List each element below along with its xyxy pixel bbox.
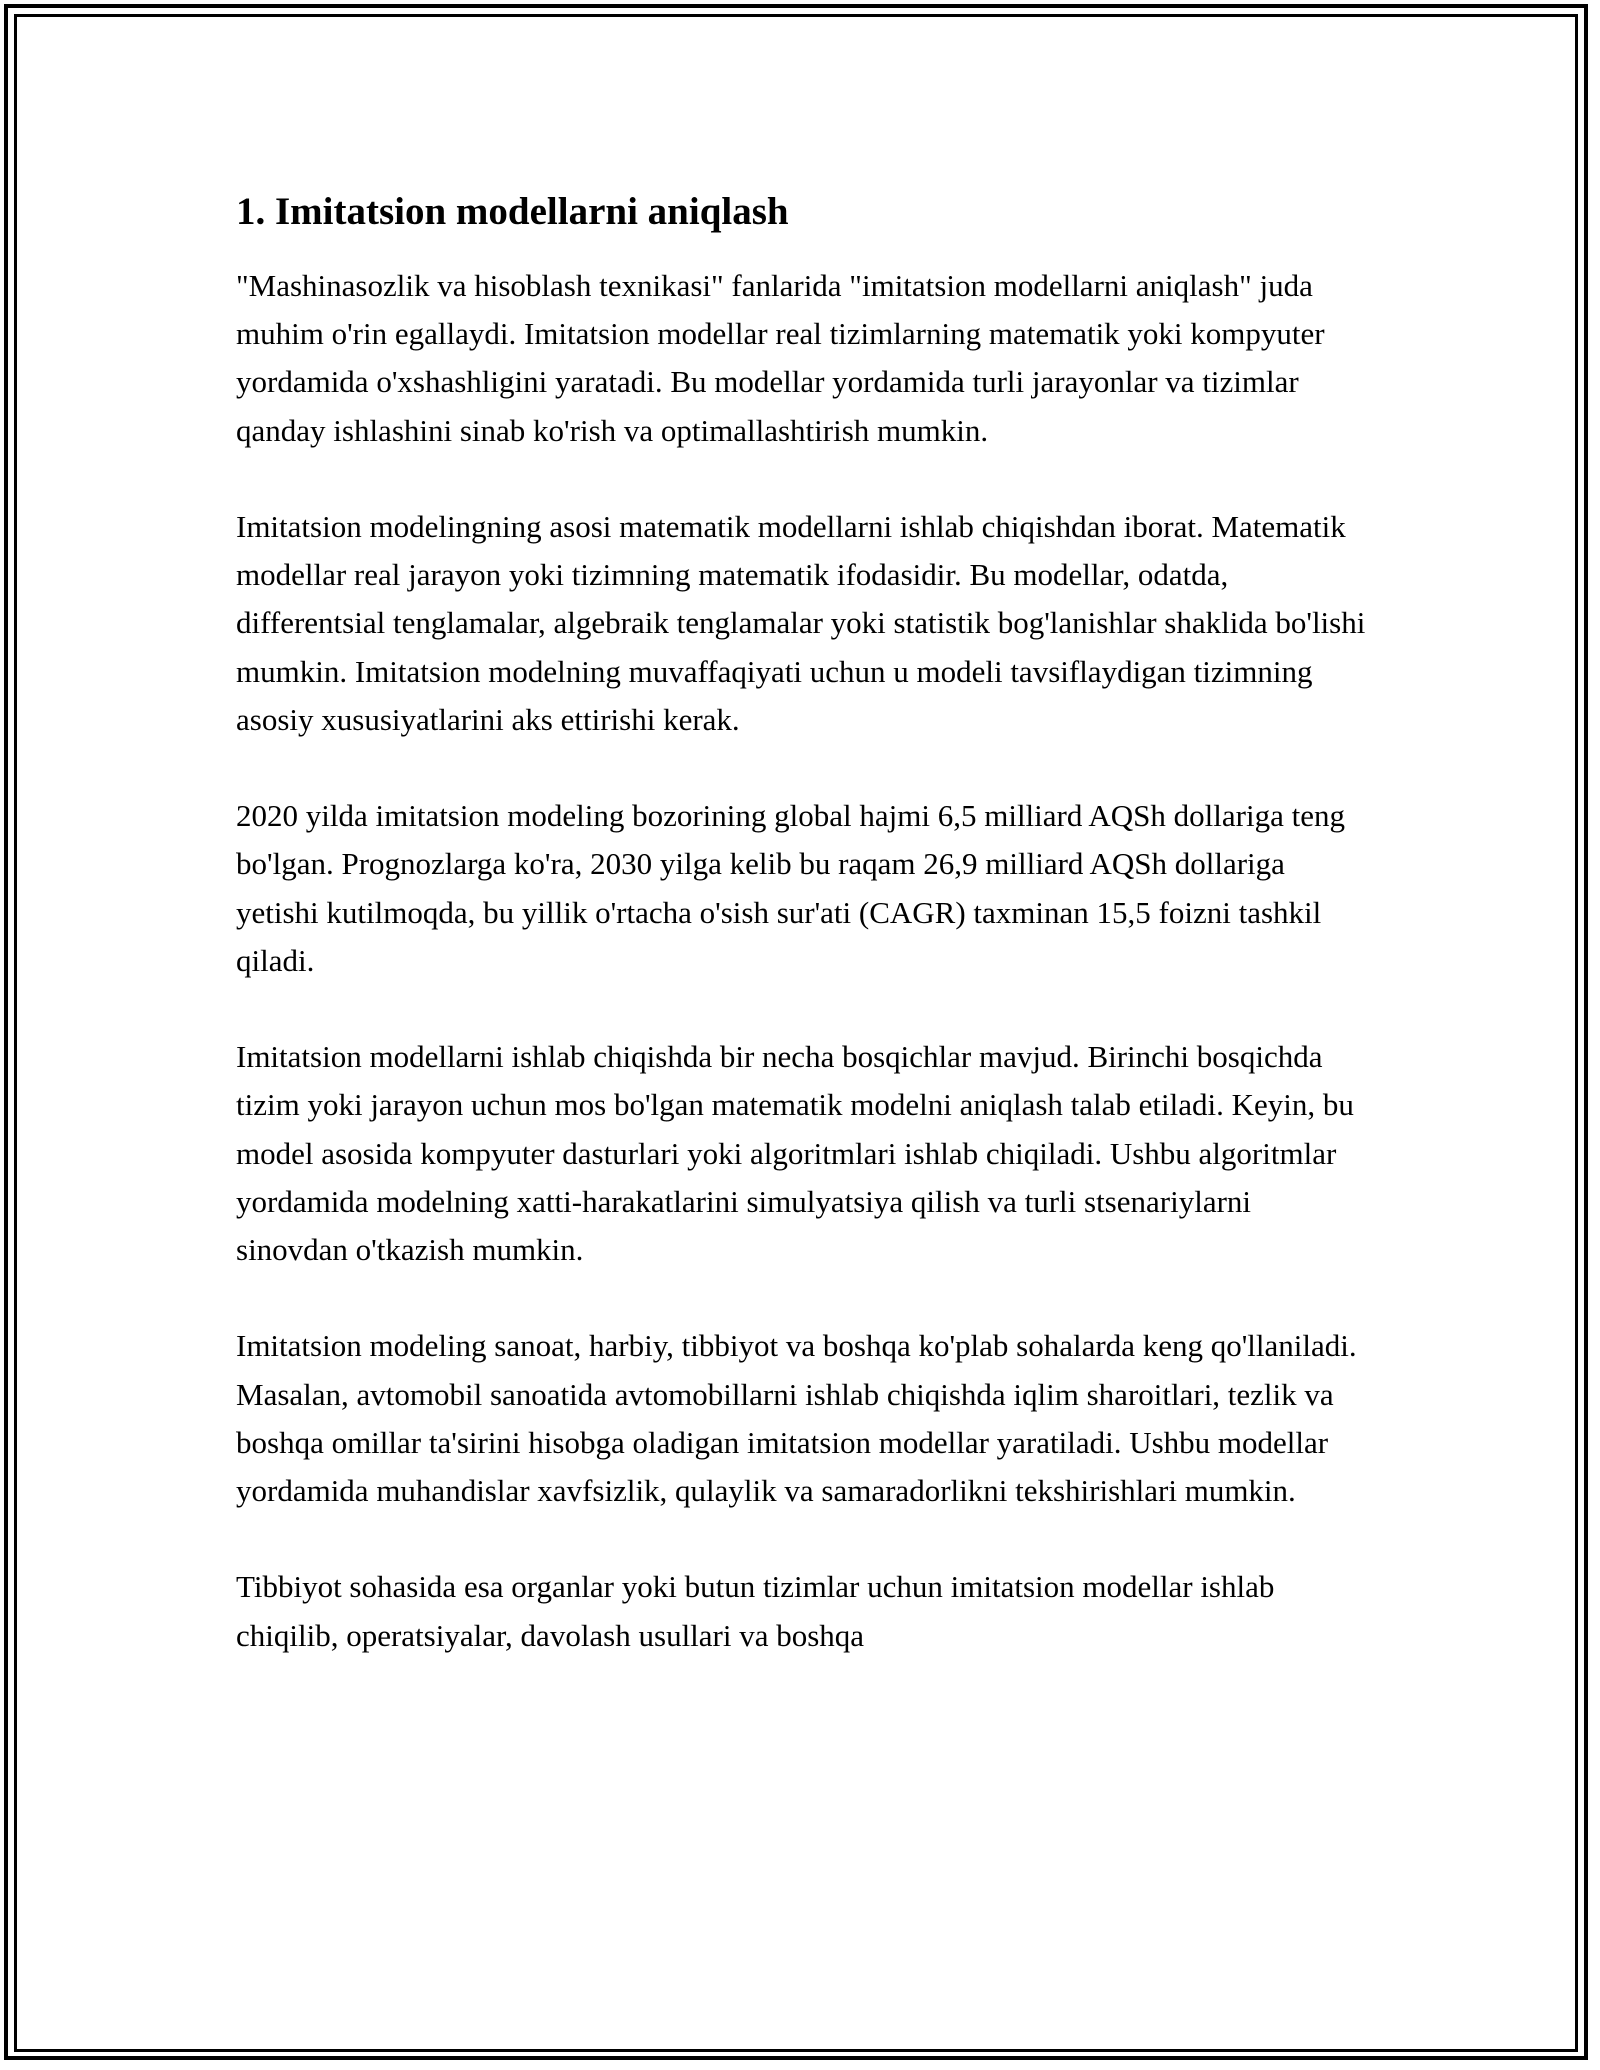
paragraph-basis: Imitatsion modelingning asosi matematik modellarni ishlab chiqishdan iborat. Matematik modellar real jarayon yoki tizimning matematik ifodasidir. Bu modellar, odatda, differentsial tenglamalar, algebraik tenglamalar yoki statistik bog'lanishlar shaklida bo'lishi mumkin. Imitatsion modelning muvaffaqiyati uchun u modeli tavsiflaydigan tizimning asosiy xususiyatlarini aks ettirishi kerak. [236, 509, 1366, 737]
paragraph-intro: "Mashinasozlik va hisoblash texnikasi" fanlarida "imitatsion modellarni aniqlash" juda muhim o'rin egallaydi. Imitatsion modellar real tizimlarning matematik yoki kompyuter yordamida o'xshashligini yaratadi. Bu modellar yordamida turli jarayonlar va tizimlar qanday ishlashini sinab ko'rish va optimallashtirish mumkin. [236, 268, 1325, 448]
paragraph-market: 2020 yilda imitatsion modeling bozorining global hajmi 6,5 milliard AQSh dollariga teng bo'lgan. Prognozlarga ko'ra, 2030 yilga kelib bu raqam 26,9 milliard AQSh dollariga yetishi kutilmoqda, bu yillik o'rtacha o'sish sur'ati (CAGR) taxminan 15,5 foizni tashkil qiladi. [236, 798, 1345, 978]
document-body [236, 186, 1366, 1708]
paragraph-stages: Imitatsion modellarni ishlab chiqishda bir necha bosqichlar mavjud. Birinchi bosqichda tizim yoki jarayon uchun mos bo'lgan matematik modelni aniqlash talab etiladi. Keyin, bu model asosida kompyuter dasturlari yoki algoritmlari ishlab chiqiladi. Ushbu algoritmlar yordamida modelning xatti-harakatlarini simulyatsiya qilish va turli stsenariylarni sinovdan o'tkazish mumkin. [236, 1039, 1354, 1268]
paragraph-medicine: Tibbiyot sohasida esa organlar yoki butun tizimlar uchun imitatsion modellar ishlab chiqilib, operatsiyalar, davolash usullari va boshqa [236, 1569, 1275, 1653]
section-heading: 1. Imitatsion modellarni aniqlash [236, 190, 789, 233]
paragraph-applications: Imitatsion modeling sanoat, harbiy, tibbiyot va boshqa ko'plab sohalarda keng qo'llaniladi. Masalan, avtomobil sanoatida avtomobillarni ishlab chiqishda iqlim sharoitlari, tezlik va boshqa omillar ta'sirini hisobga oladigan imitatsion modellar yaratiladi. Ushbu modellar yordamida muhandislar xavfsizlik, qulaylik va samaradorlikni tekshirishlari mumkin. [236, 1328, 1357, 1509]
